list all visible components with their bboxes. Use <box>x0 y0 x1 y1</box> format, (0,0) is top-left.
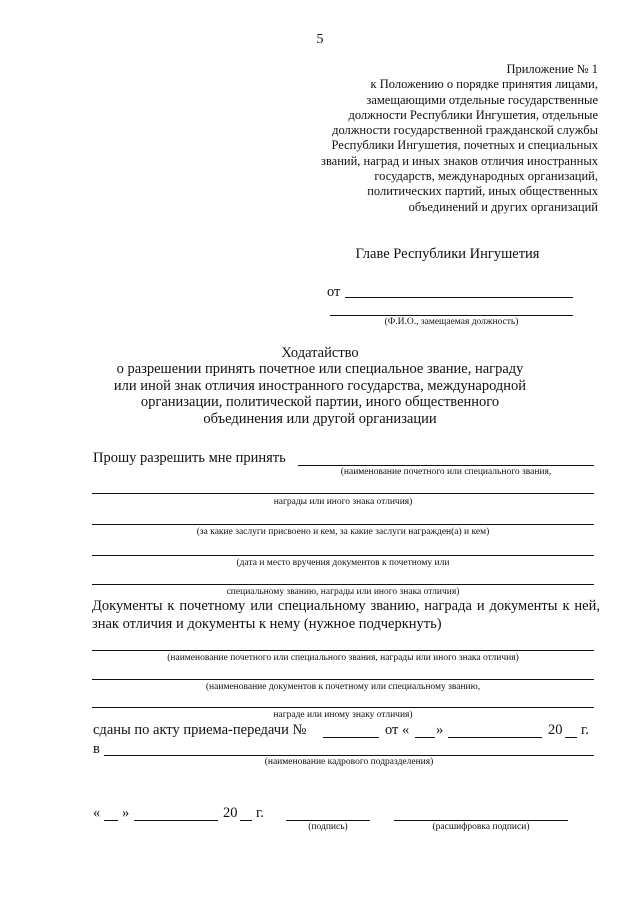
page-number: 5 <box>316 32 324 47</box>
title-line: о разрешении принять почетное или специальное звание, награду <box>116 361 524 378</box>
documents-caption: (наименование документов к почетному или специальному званию, <box>205 682 481 692</box>
documents-line-3[interactable] <box>92 707 594 708</box>
documents-line-1[interactable] <box>92 650 594 651</box>
handover-year-prefix: 20 <box>548 722 563 738</box>
title-line: или иной знак отличия иностранного государства, международной <box>113 377 527 394</box>
request-line-3[interactable] <box>92 524 594 525</box>
appendix-line: званий, наград и иных знаков отличия иностранных <box>321 153 598 168</box>
handover-month-line[interactable] <box>448 737 542 738</box>
handover-year-line[interactable] <box>565 737 577 738</box>
department-line[interactable] <box>104 755 594 756</box>
title-line: объединения или другой организации <box>203 410 437 427</box>
request-caption: (за какие заслуги присвоено и кем, за какие заслуги награжден(а) и кем) <box>196 527 490 537</box>
handover-submitted-label: сданы по акту приема-передачи № <box>93 722 307 738</box>
appendix-line: должности государственной гражданской службы <box>332 123 598 138</box>
signature-caption: (подпись) <box>308 822 348 832</box>
request-line-4[interactable] <box>92 555 594 556</box>
from-name-line[interactable] <box>345 297 573 298</box>
request-label: Прошу разрешить мне принять <box>93 450 286 466</box>
request-caption: (наименование почетного или специального звания, <box>340 467 552 477</box>
documents-line-2[interactable] <box>92 679 594 680</box>
documents-caption: награде или иному знаку отличия) <box>273 710 413 720</box>
signature-line[interactable] <box>286 820 370 821</box>
from-label: от <box>327 284 341 300</box>
handover-quote-close: » <box>436 722 444 738</box>
sign-quote-close: » <box>122 805 130 821</box>
appendix-line: Республики Ингушетия, почетных и специальных <box>331 138 598 153</box>
request-caption: награды или иного знака отличия) <box>273 497 413 507</box>
request-line-5[interactable] <box>92 584 594 585</box>
document-title <box>0 345 640 427</box>
appendix-block <box>278 62 598 215</box>
request-line-1[interactable] <box>298 465 594 466</box>
handover-in-label: в <box>93 741 100 757</box>
sign-quote-open: « <box>93 805 101 821</box>
signature-decode-line[interactable] <box>394 820 568 821</box>
sign-year-suffix: г. <box>256 805 264 821</box>
act-number-line[interactable] <box>323 737 379 738</box>
appendix-line: государств, международных организаций, <box>374 169 598 184</box>
appendix-line: объединений и других организаций <box>408 199 598 214</box>
appendix-line: замещающими отдельные государственные <box>366 92 598 107</box>
title-line: организации, политической партии, иного общественного <box>140 394 500 411</box>
addressee: Главе Республики Ингушетия <box>355 246 540 262</box>
title-heading: Ходатайство <box>281 345 359 361</box>
sign-day-line[interactable] <box>104 820 118 821</box>
from-caption: (Ф.И.О., замещаемая должность) <box>384 317 519 327</box>
handover-from-quote: от « <box>385 722 410 738</box>
sign-year-prefix: 20 <box>223 805 238 821</box>
appendix-line: политических партий, иных общественных <box>367 184 598 199</box>
request-caption: (дата и место вручения документов к почетному или <box>236 558 450 568</box>
signature-decode-caption: (расшифровка подписи) <box>432 822 530 832</box>
documents-caption: (наименование почетного или специального звания, награды или иного знака отличия) <box>167 653 519 663</box>
appendix-line: Приложение № 1 <box>506 62 598 76</box>
handover-day-line[interactable] <box>415 737 435 738</box>
appendix-line: к Положению о порядке принятия лицами, <box>370 77 598 92</box>
from-position-line[interactable] <box>330 315 573 316</box>
sign-year-line[interactable] <box>240 820 252 821</box>
request-caption: специальному званию, награды или иного знака отличия) <box>226 587 460 597</box>
request-line-2[interactable] <box>92 493 594 494</box>
handover-year-suffix: г. <box>581 722 589 738</box>
documents-text: Документы к почетному или специальному званию, награда и документы к ней, знак отличия и документы к нему (нужное подчеркнуть) <box>92 598 600 632</box>
sign-month-line[interactable] <box>134 820 218 821</box>
appendix-line: должности Республики Ингушетия, отдельные <box>348 107 598 122</box>
department-caption: (наименование кадрового подразделения) <box>264 757 434 767</box>
